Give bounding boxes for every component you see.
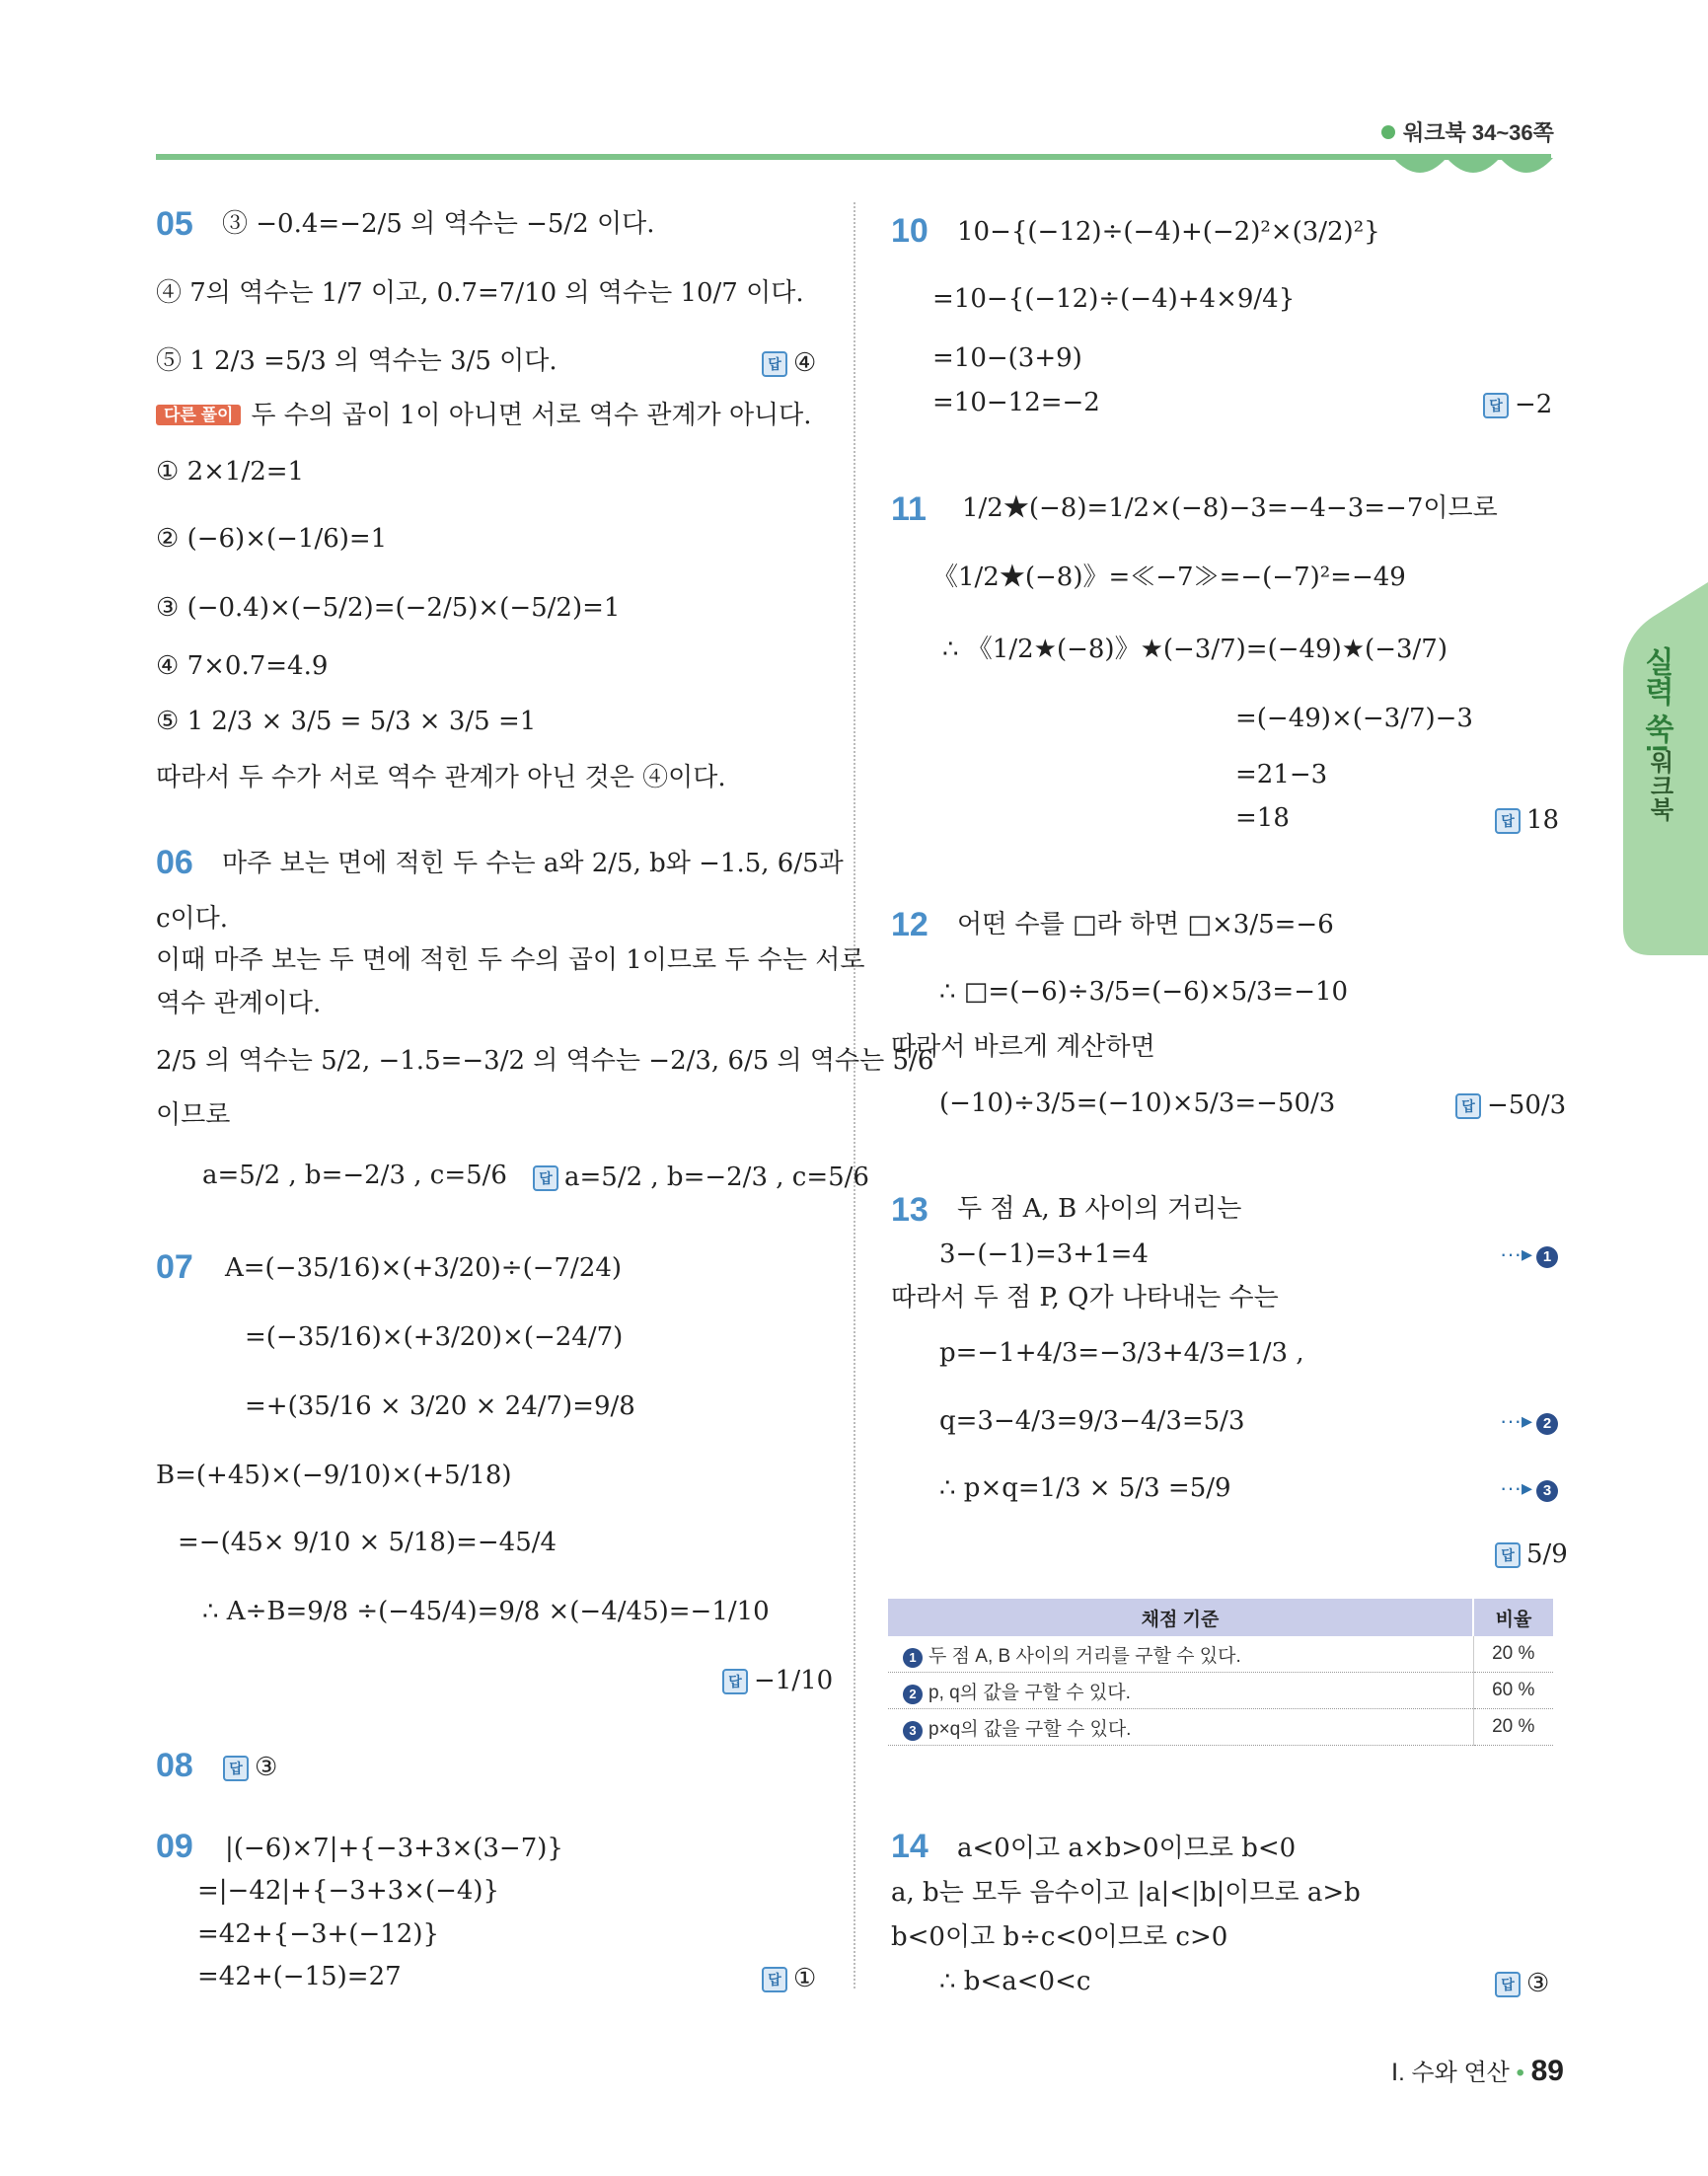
solution-line: 두 점 A, B 사이의 거리는 xyxy=(957,1194,1242,1224)
answer xyxy=(1455,1090,1566,1120)
answer-value: a=5/2 , b=−2/3 , c=5/6 xyxy=(564,1163,869,1192)
solution-line: ∴ A÷B=9/8 ÷(−45/4)=9/8 ×(−4/45)=−1/10 xyxy=(202,1597,770,1626)
solution-line: 어떤 수를 □라 하면 □×3/5=−6 xyxy=(957,910,1334,939)
problem-number: 07 xyxy=(156,1248,193,1286)
ratio-cell: 20 % xyxy=(1473,1636,1553,1673)
criteria-header: 채점 기준 xyxy=(888,1599,1473,1636)
header-wave-decoration xyxy=(1393,158,1553,178)
arrow-icon: ···▸ xyxy=(1500,1408,1533,1433)
solution-line: b<0이고 b÷c<0이므로 c>0 xyxy=(891,1922,1228,1952)
answer-value: ① xyxy=(793,1964,817,1993)
answer-mark-icon: 답 xyxy=(1455,1093,1481,1119)
solution-line: =21−3 xyxy=(1235,760,1328,789)
table-row xyxy=(888,1709,1553,1746)
solution-line: =−(45× 9/10 × 5/18)=−45/4 xyxy=(178,1528,557,1557)
problem-number: 14 xyxy=(891,1828,928,1865)
step-marker xyxy=(1500,1475,1558,1502)
header-rule xyxy=(156,154,1551,160)
solution-line: ∴ p×q=1/3 × 5/3 =5/9 xyxy=(939,1473,1231,1503)
problem-number: 05 xyxy=(156,205,193,243)
solution-line: =10−(3+9) xyxy=(932,343,1082,373)
solution-line: =10−{(−12)÷(−4)+4×9/4} xyxy=(932,284,1296,314)
answer-value: ③ xyxy=(255,1753,278,1782)
solution-line: ③ (−0.4)×(−5/2)=(−2/5)×(−5/2)=1 xyxy=(156,593,621,623)
answer xyxy=(1495,1539,1568,1569)
answer-mark-icon: 답 xyxy=(223,1756,249,1781)
answer-mark-icon: 답 xyxy=(762,1967,787,1992)
solution-line: ⑤ 1 2/3 =5/3 의 역수는 3/5 이다. xyxy=(156,346,557,376)
step-number: 3 xyxy=(1536,1480,1558,1502)
solution-line: 역수 관계이다. xyxy=(156,989,322,1018)
solution-line: =|−42|+{−3+3×(−4)} xyxy=(197,1876,500,1906)
solution-line: 이므로 xyxy=(156,1100,231,1130)
step-number: 2 xyxy=(1536,1413,1558,1435)
criteria-cell xyxy=(888,1673,1473,1709)
problem-number: 08 xyxy=(156,1747,193,1784)
solution-line: 3−(−1)=3+1=4 xyxy=(939,1239,1149,1269)
alt-solution-text: 두 수의 곱이 1이 아니면 서로 역수 관계가 아니다. xyxy=(251,401,812,430)
footer-dot-icon: • xyxy=(1516,2060,1524,2086)
column-divider xyxy=(854,202,855,1988)
step-marker xyxy=(1500,1408,1558,1435)
ratio-header: 비율 xyxy=(1473,1599,1553,1636)
solution-line: 따라서 바르게 계산하면 xyxy=(891,1032,1155,1062)
solution-line: |(−6)×7|+{−3+3×(3−7)} xyxy=(225,1834,563,1863)
solution-line: 1/2★(−8)=1/2×(−8)−3=−4−3=−7이므로 xyxy=(962,493,1498,523)
answer xyxy=(1483,390,1552,419)
solution-line: =(−49)×(−3/7)−3 xyxy=(1235,704,1473,733)
step-number: 3 xyxy=(903,1721,923,1741)
solution-line: =(−35/16)×(+3/20)×(−24/7) xyxy=(245,1322,624,1352)
answer-mark-icon: 답 xyxy=(1495,808,1521,834)
chapter-title: Ⅰ. 수와 연산 xyxy=(1391,2060,1510,2086)
answer-value: 18 xyxy=(1526,805,1560,835)
solution-line: ∴ □=(−6)÷3/5=(−6)×5/3=−10 xyxy=(939,977,1349,1007)
solution-line: p=−1+4/3=−3/3+4/3=1/3 , xyxy=(939,1338,1304,1368)
problem-number: 10 xyxy=(891,212,928,250)
solution-line: ∴ b<a<0<c xyxy=(939,1967,1091,1996)
arrow-icon: ···▸ xyxy=(1500,1475,1533,1500)
table-row xyxy=(888,1673,1553,1709)
table-row xyxy=(888,1636,1553,1673)
answer xyxy=(223,1753,277,1782)
answer xyxy=(722,1666,833,1695)
solution-line: ③ −0.4=−2/5 의 역수는 −5/2 이다. xyxy=(222,209,655,239)
page-footer xyxy=(1391,2053,1564,2088)
solution-line: 이때 마주 보는 두 면에 적힌 두 수의 곱이 1이므로 두 수는 서로 xyxy=(156,945,865,975)
solution-line: a<0이고 a×b>0이므로 b<0 xyxy=(957,1834,1297,1863)
solution-line: A=(−35/16)×(+3/20)÷(−7/24) xyxy=(225,1253,623,1283)
solution-line: 따라서 두 수가 서로 역수 관계가 아닌 것은 ④이다. xyxy=(156,763,726,792)
page-number: 89 xyxy=(1530,2055,1564,2087)
solution-line: =42+(−15)=27 xyxy=(197,1962,402,1991)
arrow-icon: ···▸ xyxy=(1500,1241,1533,1266)
solution-line: (−10)÷3/5=(−10)×5/3=−50/3 xyxy=(939,1088,1336,1118)
solution-line: =42+{−3+(−12)} xyxy=(197,1919,440,1949)
solution-line: ④ 7의 역수는 1/7 이고, 0.7=7/10 의 역수는 10/7 이다. xyxy=(156,278,804,308)
answer-mark-icon: 답 xyxy=(722,1669,748,1694)
solution-line: B=(+45)×(−9/10)×(+5/18) xyxy=(156,1461,512,1490)
problem-number: 12 xyxy=(891,906,928,943)
solution-line: =10−12=−2 xyxy=(932,388,1100,417)
workbook-reference-text: 워크북 34~36쪽 xyxy=(1403,120,1554,145)
step-marker xyxy=(1500,1241,1558,1268)
alt-solution-badge: 다른 풀이 xyxy=(156,405,241,425)
solution-line: 2/5 의 역수는 5/2, −1.5=−3/2 의 역수는 −2/3, 6/5 의 역수는 5/6 xyxy=(156,1046,934,1076)
answer xyxy=(1495,805,1559,835)
solution-line: 따라서 두 점 P, Q가 나타내는 수는 xyxy=(891,1283,1279,1313)
solution-line: 10−{(−12)÷(−4)+(−2)²×(3/2)²} xyxy=(957,217,1380,247)
alternative-solution xyxy=(156,403,812,428)
answer-value: 5/9 xyxy=(1526,1539,1568,1569)
answer-mark-icon: 답 xyxy=(1495,1542,1521,1568)
answer xyxy=(762,348,816,378)
grading-criteria-table xyxy=(888,1599,1553,1746)
solution-line: =+(35/16 × 3/20 × 24/7)=9/8 xyxy=(245,1391,635,1421)
answer-mark-icon: 답 xyxy=(762,351,787,377)
answer-value: −50/3 xyxy=(1487,1090,1567,1120)
workbook-reference xyxy=(1381,116,1554,147)
step-number: 1 xyxy=(1536,1246,1558,1268)
answer-value: −1/10 xyxy=(754,1666,834,1695)
answer xyxy=(762,1964,816,1993)
side-tab-label-top: 실력 쑥! xyxy=(1640,646,1672,754)
ratio-cell: 20 % xyxy=(1473,1709,1553,1746)
answer xyxy=(533,1163,869,1192)
ratio-cell: 60 % xyxy=(1473,1673,1553,1709)
solution-line: 마주 보는 면에 적힌 두 수는 a와 2/5, b와 −1.5, 6/5과 xyxy=(222,849,844,878)
solution-line: ④ 7×0.7=4.9 xyxy=(156,651,329,681)
solution-line: =18 xyxy=(1235,803,1290,833)
answer-value: ④ xyxy=(793,348,817,378)
problem-number: 06 xyxy=(156,844,193,881)
side-tab-label-bottom: 워크북 xyxy=(1646,750,1672,821)
criteria-text: 두 점 A, B 사이의 거리를 구할 수 있다. xyxy=(928,1645,1241,1667)
solution-line: ① 2×1/2=1 xyxy=(156,457,305,487)
solution-line: ② (−6)×(−1/6)=1 xyxy=(156,524,388,554)
answer-mark-icon: 답 xyxy=(533,1165,558,1191)
solution-line: 《1/2★(−8)》=≪−7≫=−(−7)²=−49 xyxy=(932,563,1406,592)
answer-mark-icon: 답 xyxy=(1495,1972,1521,1997)
solution-line: a=5/2 , b=−2/3 , c=5/6 xyxy=(202,1161,507,1190)
step-number: 1 xyxy=(903,1648,923,1668)
criteria-text: p, q의 값을 구할 수 있다. xyxy=(928,1682,1131,1703)
solution-line: ∴ 《1/2★(−8)》★(−3/7)=(−49)★(−3/7) xyxy=(942,635,1448,664)
solution-line: ⑤ 1 2/3 × 3/5 = 5/3 × 3/5 =1 xyxy=(156,707,537,736)
solution-line: q=3−4/3=9/3−4/3=5/3 xyxy=(939,1406,1245,1436)
answer xyxy=(1495,1969,1549,1998)
step-number: 2 xyxy=(903,1685,923,1704)
problem-number: 13 xyxy=(891,1191,928,1229)
problem-number: 09 xyxy=(156,1828,193,1865)
criteria-cell xyxy=(888,1709,1473,1746)
answer-mark-icon: 답 xyxy=(1483,393,1509,418)
solution-line: a, b는 모두 음수이고 |a|<|b|이므로 a>b xyxy=(891,1878,1361,1908)
criteria-cell xyxy=(888,1636,1473,1673)
solution-line: c이다. xyxy=(156,904,229,934)
answer-value: ③ xyxy=(1526,1969,1550,1998)
criteria-text: p×q의 값을 구할 수 있다. xyxy=(928,1718,1132,1740)
answer-value: −2 xyxy=(1515,390,1553,419)
problem-number: 11 xyxy=(891,490,927,528)
green-dot-icon xyxy=(1381,125,1395,139)
